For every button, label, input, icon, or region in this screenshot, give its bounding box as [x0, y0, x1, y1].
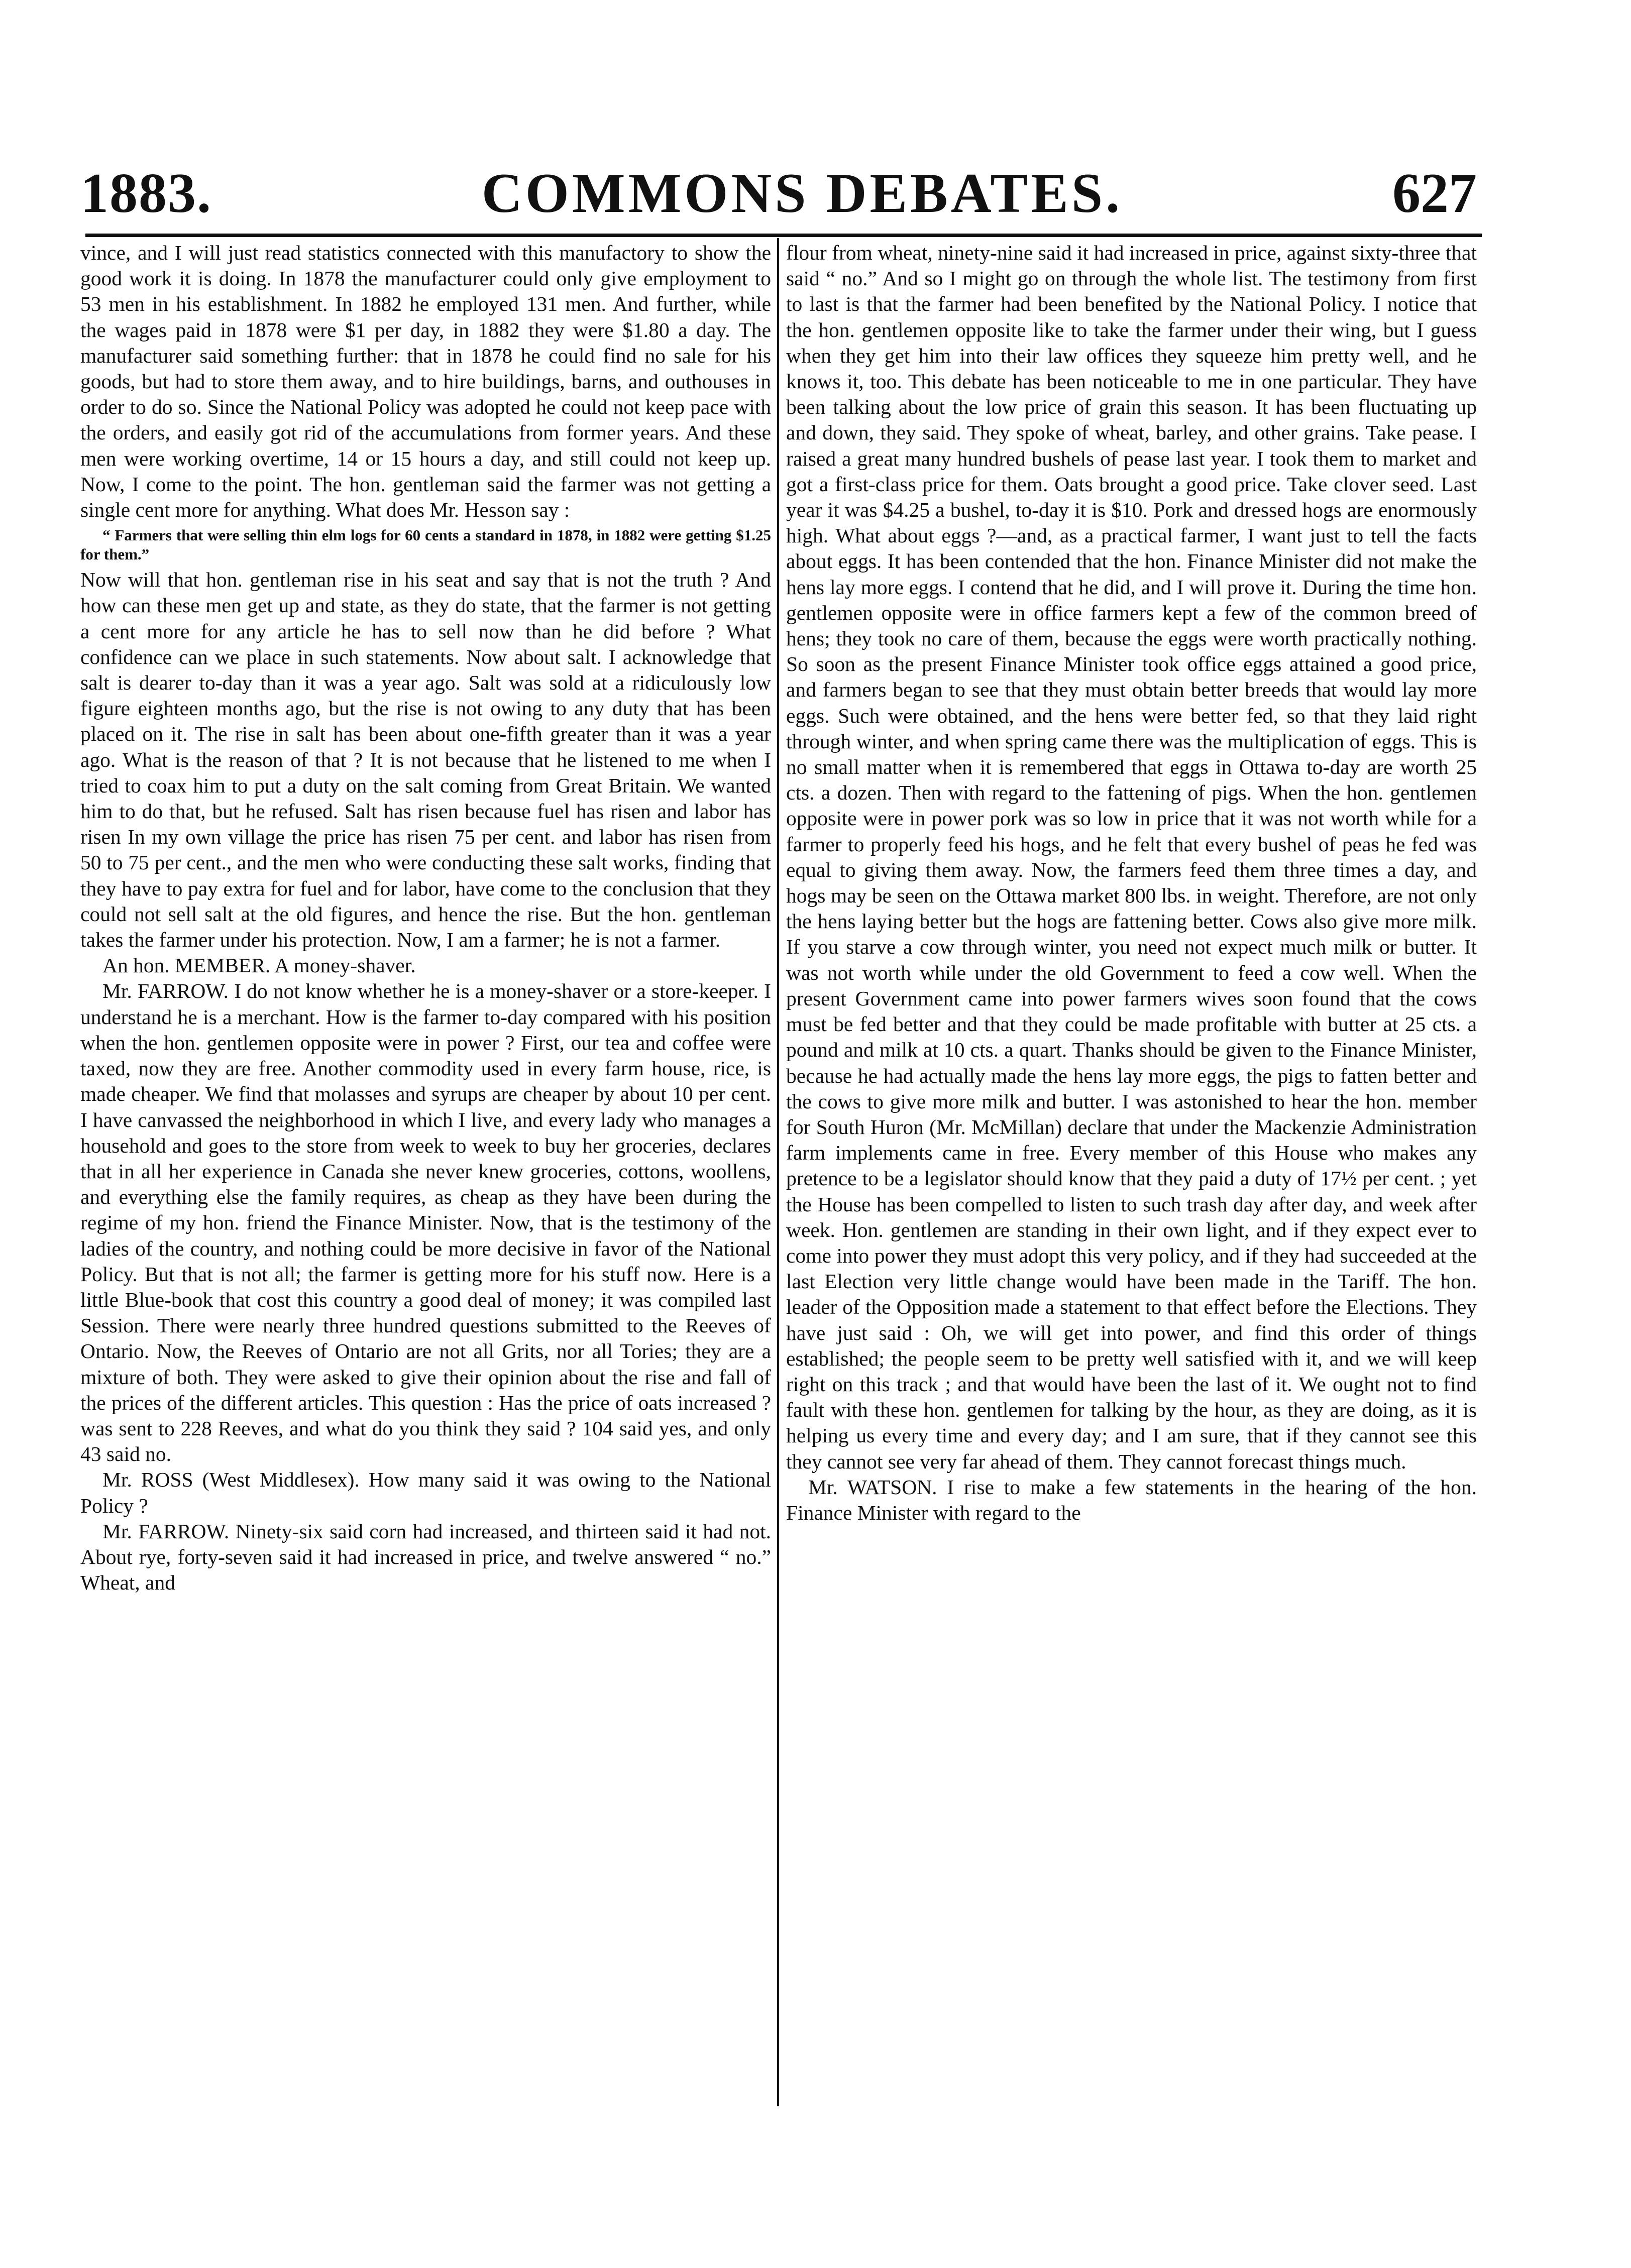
page-header	[80, 151, 1477, 236]
paragraph: Now will that hon. gentleman rise in his seat and say that is not the truth ? And how can these men get up and state, as they do state, that the farmer is not getting a cent more for any article he has to sell now than he did before ? What confidence can we place in such statements. Now about salt. I acknowledge that salt is dearer to-day than it was a year ago. Salt was sold at a ridiculously low figure eighteen months ago, but the rise is not owing to any duty that has been placed on it. The rise in salt has been about one-fifth greater than it was a year ago. What is the reason of that ? It is not because that he listened to me when I tried to coax him to put a duty on the salt coming from Great Britain. We wanted him to do that, but he refused. Salt has risen because fuel has risen and labor has risen In my own village the price has risen 75 per cent. and labor has risen from 50 to 75 per cent., and the men who were conducting these salt works, finding that they have to pay extra for fuel and for labor, have come to the conclusion that they could not sell salt at the old figures, and hence the rise. But the hon. gentleman takes the farmer under his protection. Now, I am a farmer; he is not a farmer.	[80, 568, 771, 952]
paragraph: flour from wheat, ninety-nine said it had increased in price, against sixty-three that said “ no.” And so I might go on through the whole list. The testimony from first to last is that the farmer had been benefited by the National Policy. I notice that the hon. gentlemen opposite like to take the farmer under their wing, but I guess when they get him into their law offices they squeeze him pretty well, and he knows it, too. This debate has been noticeable to me in one particular. They have been talking about the low price of grain this season. It has been fluctuating up and down, they said. They spoke of wheat, barley, and other grains. Take pease. I raised a great many hundred bushels of pease last year. I took them to market and got a first-class price for them. Oats brought a good price. Take clover seed. Last year it was $4.25 a bushel, to-day it is $10. Pork and dressed hogs are enormously high. What about eggs ?—and, as a practical farmer, I want just to tell the facts about eggs. It has been contended that the hon. Finance Minister did not make the hens lay more eggs. I contend that he did, and I will prove it. During the time hon. gentlemen opposite were in office farmers kept a few of the common breed of hens; they took no care of them, because the eggs were worth practically nothing. So soon as the present Finance Minister took office eggs attained a good price, and farmers began to see that they must obtain better breeds that would lay more eggs. Such were obtained, and the hens were better fed, so that they laid right through winter, and when spring came there was the multiplication of eggs. This is no small matter when it is remembered that eggs in Ottawa to-day are worth 25 cts. a dozen. Then with regard to the fattening of pigs. When the hon. gentlemen opposite were in power pork was so low in price that it was not worth while for a farmer to properly feed his hogs, and he felt that every bushel of peas he fed was equal to giving them away. Now, the farmers feed them three times a day, and hogs may be seen on the Ottawa market 800 lbs. in weight. Therefore, are not only the hens laying better but the hogs are fattening better. Cows also give more milk. If you starve a cow through winter, you need not expect much milk or butter. It was not worth while under the old Government to feed a cow well. When the present Government came into power farmers wives soon found that the cows must be fed better and that they could be made profitable with butter at 25 cts. a pound and milk at 10 cts. a quart. Thanks should be given to the Finance Minister, because he had actually made the hens lay more eggs, the pigs to fatten better and the cows to give more milk and butter. I was astonished to hear the hon. member for South Huron (Mr. McMillan) declare that under the Mackenzie Administration farm implements came in free. Every member of this House who makes any pretence to be a legislator should know that they paid a duty of 17½ per cent. ; yet the House has been compelled to listen to such trash day after day, and week after week. Hon. gentlemen are standing in their own light, and if they expect ever to come into power they must adopt this very policy, and if they had succeeded at the last Election very little change would have been made in the Tariff. The hon. leader of the Opposition made a statement to that effect before the Elections. They have just said : Oh, we will get into power, and find this order of things established; the people seem to be pretty well satisfied with it, and we will keep right on this track ; and that would have been the last of it. We ought not to find fault with these hon. gentlemen for talking by the hour, as they are doing, as it is helping us every time and every day; and I am sure, that if they cannot see this they cannot see very far ahead of them. They cannot forecast things much.	[786, 241, 1477, 1473]
page-number: 627	[1392, 162, 1477, 224]
left-column	[80, 240, 771, 2113]
speaker-paragraph: An hon. MEMBER. A money-shaver.	[102, 954, 416, 977]
right-column	[786, 240, 1477, 2113]
speaker-paragraph: Mr. ROSS (West Middlesex). How many said it was owing to the National Policy ?	[80, 1468, 771, 1517]
paragraph: vince, and I will just read statistics connected with this manufactory to show the good work it is doing. In 1878 the manufacturer could only give employment to 53 men in his establishment. In 1882 he employed 131 men. And further, while the wages paid in 1878 were $1 per day, in 1882 they were $1.80 a day. The manufacturer said something further: that in 1878 he could find no sale for his goods, but had to store them away, and to hire buildings, barns, and outhouses in order to do so. Since the National Policy was adopted he could not keep pace with the orders, and easily got rid of the accumulations from former years. And these men were working overtime, 14 or 15 hours a day, and still could not keep up. Now, I come to the point. The hon. gentleman said the farmer was not getting a single cent more for anything. What does Mr. Hesson say :	[80, 241, 771, 522]
speaker-paragraph: Mr. WATSON. I rise to make a few statements in the hearing of the hon. Finance Minister with regard to the	[786, 1475, 1477, 1524]
speaker-paragraph: Mr. FARROW. Ninety-six said corn had increased, and thirteen said it had not. About rye, forty-seven said it had increased in price, and twelve answered “ no.” Wheat, and	[80, 1519, 771, 1595]
header-year: 1883.	[80, 162, 212, 224]
column-divider	[777, 238, 779, 2106]
block-quote: “ Farmers that were selling thin elm logs for 60 cents a standard in 1878, in 1882 were getting $1.25 for them.”	[80, 526, 771, 563]
speaker-paragraph: Mr. FARROW. I do not know whether he is a money-shaver or a store-keeper. I understand he is a merchant. How is the farmer to-day compared with his position when the hon. gentlemen opposite were in power ? First, our tea and coffee were taxed, now they are free. Another commodity used in every farm house, rice, is made cheaper. We find that molasses and syrups are cheaper by about 10 per cent. I have canvassed the neighborhood in which I live, and every lady who manages a household and goes to the store from week to week to buy her groceries, declares that in all her experience in Canada she never knew groceries, cottons, woollens, and everything else the family requires, as cheap as they have been during the regime of my hon. friend the Finance Minister. Now, that is the testimony of the ladies of the country, and nothing could be more decisive in favor of the National Policy. But that is not all; the farmer is getting more for his stuff now. Here is a little Blue-book that cost this country a good deal of money; it was compiled last Session. There were nearly three hundred questions submitted to the Reeves of Ontario. Now, the Reeves of Ontario are not all Grits, nor all Tories; they are a mixture of both. They were asked to give their opinion about the rise and fall of the prices of the different articles. This question : Has the price of oats increased ? was sent to 228 Reeves, and what do you think they said ? 104 said yes, and only 43 said no.	[80, 979, 771, 1466]
header-rule	[85, 234, 1482, 237]
header-title: COMMONS DEBATES.	[481, 162, 1123, 224]
